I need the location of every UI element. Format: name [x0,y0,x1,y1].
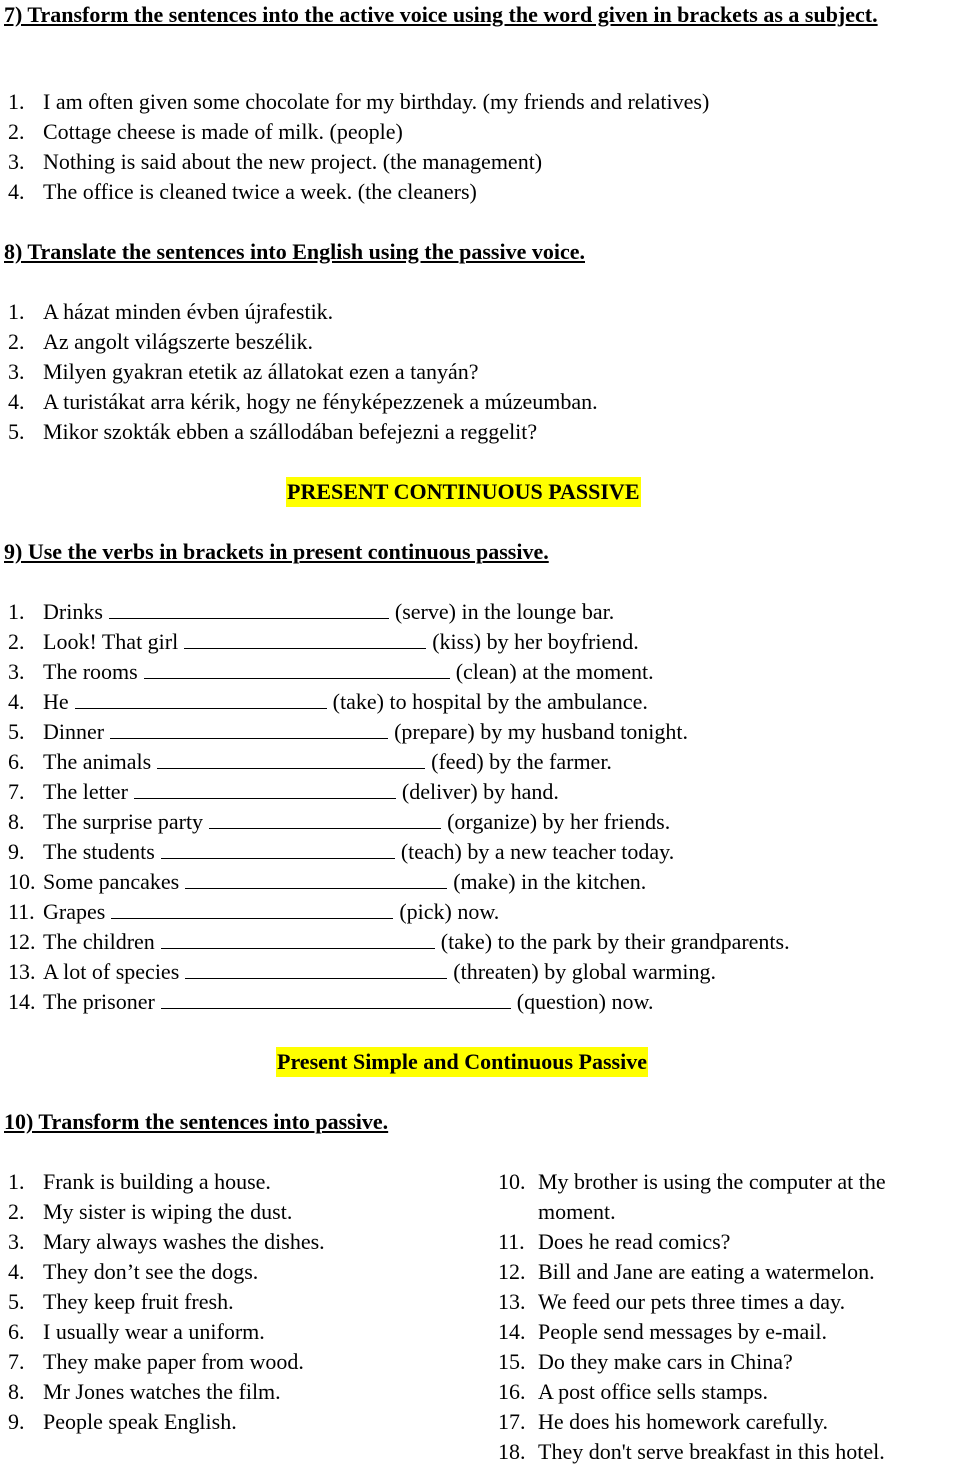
list-item [4,387,598,417]
item-text: Mikor szokták ebben a szállodában befejezni a reggelit? [43,419,538,444]
item-text: (deliver) by hand. [401,779,559,804]
item-text: The surprise party [43,809,204,834]
item-text: Do they make cars in China? [538,1349,793,1374]
item-number: 9. [8,1409,25,1434]
answer-blank[interactable] [111,898,393,919]
answer-blank[interactable] [185,958,447,979]
answer-blank[interactable] [157,748,425,769]
list-item [4,807,790,837]
item-text: (serve) in the lounge bar. [394,599,615,624]
item-number: 11. [8,899,35,924]
item-number: 3. [8,1229,25,1254]
item-number: 3. [8,359,25,384]
item-text: People send messages by e-mail. [538,1319,827,1344]
item-number: 2. [8,119,25,144]
item-text: (prepare) by my husband tonight. [394,719,688,744]
item-number: 12. [498,1259,526,1284]
list-item [4,1347,325,1377]
item-number: 7. [8,779,25,804]
exercise-7-list [4,87,709,207]
item-number: 8. [8,1379,25,1404]
exercise-8-list [4,297,598,447]
item-text: A turistákat arra kérik, hogy ne fényképezzenek a múzeumban. [43,389,598,414]
item-number: 7. [8,1349,25,1374]
list-item [4,117,709,147]
list-item [4,297,598,327]
item-text: (kiss) by her boyfriend. [432,629,639,654]
item-text: My sister is wiping the dust. [43,1199,293,1224]
item-text: The children [43,929,155,954]
list-item [4,747,790,777]
list-item [498,1377,886,1407]
list-item [4,1227,325,1257]
exercise-9-title: 9) Use the verbs in brackets in present continuous passive. [4,539,549,564]
list-item [4,417,598,447]
list-item [498,1257,886,1287]
list-item [498,1407,886,1437]
item-text: (organize) by her friends. [447,809,671,834]
answer-blank[interactable] [134,778,396,799]
item-number: 8. [8,809,25,834]
list-item [4,987,790,1017]
item-number: 12. [8,929,36,954]
item-number: 3. [8,149,25,174]
list-item [498,1437,886,1467]
list-item [4,327,598,357]
item-text: moment. [538,1199,616,1224]
item-number: 14. [498,1319,526,1344]
item-number: 15. [498,1349,526,1374]
list-item [4,777,790,807]
exercise-9-list [4,597,790,1017]
item-number: 1. [8,599,25,624]
item-number: 16. [498,1379,526,1404]
item-text: Look! That girl [43,629,179,654]
answer-blank[interactable] [75,688,327,709]
item-text: (take) to hospital by the ambulance. [332,689,648,714]
answer-blank[interactable] [161,838,395,859]
list-item [4,1257,325,1287]
section-title-present-continuous-passive: PRESENT CONTINUOUS PASSIVE [286,477,641,507]
item-number: 11. [498,1229,525,1254]
item-text: They don’t see the dogs. [43,1259,259,1284]
item-text: (make) in the kitchen. [453,869,647,894]
list-item [4,177,709,207]
item-number: 13. [8,959,36,984]
item-text: My brother is using the computer at the [538,1169,886,1194]
item-number: 1. [8,299,25,324]
item-text: (pick) now. [399,899,500,924]
answer-blank[interactable] [110,718,388,739]
item-text: Does he read comics? [538,1229,731,1254]
item-text: Nothing is said about the new project. (the management) [43,149,543,174]
item-text: We feed our pets three times a day. [538,1289,846,1314]
section-title-present-simple-continuous-passive: Present Simple and Continuous Passive [276,1047,648,1077]
list-item [4,1167,325,1197]
item-text: Az angolt világszerte beszélik. [43,329,314,354]
item-text: I am often given some chocolate for my birthday. (my friends and relatives) [43,89,710,114]
answer-blank[interactable] [109,598,389,619]
list-item [498,1227,886,1257]
item-number: 13. [498,1289,526,1314]
item-number: 10. [8,869,36,894]
item-number: 14. [8,989,36,1014]
list-item [498,1287,886,1317]
item-text: (threaten) by global warming. [453,959,716,984]
exercise-10-right-list [498,1167,886,1467]
item-text: Mr Jones watches the film. [43,1379,281,1404]
item-text: Cottage cheese is made of milk. (people) [43,119,403,144]
item-number: 2. [8,1199,25,1224]
item-text: Dinner [43,719,105,744]
list-item [4,657,790,687]
item-number: 9. [8,839,25,864]
list-item [4,87,709,117]
list-item [4,837,790,867]
list-item [498,1167,886,1197]
item-text: Bill and Jane are eating a watermelon. [538,1259,875,1284]
item-text: The office is cleaned twice a week. (the cleaners) [43,179,477,204]
item-text: (take) to the park by their grandparents. [440,929,790,954]
list-item [4,147,709,177]
list-item [4,357,598,387]
list-item [4,597,790,627]
item-text: (clean) at the moment. [455,659,654,684]
exercise-10-left-list [4,1167,325,1437]
item-text: A lot of species [43,959,180,984]
exercise-7-title: 7) Transform the sentences into the active voice using the word given in brackets as a subject. [4,2,878,27]
item-number: 1. [8,1169,25,1194]
item-text: I usually wear a uniform. [43,1319,265,1344]
list-item [498,1317,886,1347]
item-number: 17. [498,1409,526,1434]
list-item [4,867,790,897]
answer-blank[interactable] [161,928,435,949]
item-text: Milyen gyakran etetik az állatokat ezen a tanyán? [43,359,479,384]
item-number: 4. [8,1259,25,1284]
item-number: 5. [8,419,25,444]
item-text: People speak English. [43,1409,237,1434]
exercise-8-title: 8) Translate the sentences into English using the passive voice. [4,239,585,264]
item-number: 6. [8,749,25,774]
item-number: 18. [498,1439,526,1464]
item-text: He [43,689,69,714]
list-item [4,1377,325,1407]
item-text: They make paper from wood. [43,1349,304,1374]
answer-blank[interactable] [209,808,441,829]
item-number: 5. [8,1289,25,1314]
item-number: 3. [8,659,25,684]
item-text: He does his homework carefully. [538,1409,828,1434]
exercise-10-title: 10) Transform the sentences into passive. [4,1109,389,1134]
item-number: 4. [8,689,25,714]
answer-blank[interactable] [185,868,447,889]
item-text: A post office sells stamps. [538,1379,768,1404]
item-text: Frank is building a house. [43,1169,271,1194]
item-text: (question) now. [516,989,654,1014]
item-text: The letter [43,779,128,804]
list-item [4,1317,325,1347]
item-text: Some pancakes [43,869,180,894]
item-text: The students [43,839,155,864]
list-item [4,717,790,747]
item-text: They keep fruit fresh. [43,1289,234,1314]
list-item [4,1287,325,1317]
answer-blank[interactable] [184,628,426,649]
list-item [4,1407,325,1437]
item-number: 10. [498,1169,526,1194]
answer-blank[interactable] [161,988,511,1009]
item-number: 6. [8,1319,25,1344]
item-number: 5. [8,719,25,744]
item-text: They don't serve breakfast in this hotel. [538,1439,885,1464]
list-item [4,897,790,927]
list-item [4,687,790,717]
item-number: 4. [8,389,25,414]
item-text: The prisoner [43,989,155,1014]
answer-blank[interactable] [144,658,450,679]
item-number: 2. [8,329,25,354]
item-text: Mary always washes the dishes. [43,1229,325,1254]
list-item [498,1197,886,1227]
item-text: (feed) by the farmer. [431,749,612,774]
item-text: The rooms [43,659,138,684]
list-item [498,1347,886,1377]
item-text: Drinks [43,599,103,624]
list-item [4,1197,325,1227]
item-text: A házat minden évben újrafestik. [43,299,334,324]
item-text: (teach) by a new teacher today. [400,839,675,864]
item-text: Grapes [43,899,106,924]
list-item [4,627,790,657]
list-item [4,957,790,987]
item-number: 2. [8,629,25,654]
item-number: 4. [8,179,25,204]
item-number: 1. [8,89,25,114]
item-text: The animals [43,749,152,774]
list-item [4,927,790,957]
